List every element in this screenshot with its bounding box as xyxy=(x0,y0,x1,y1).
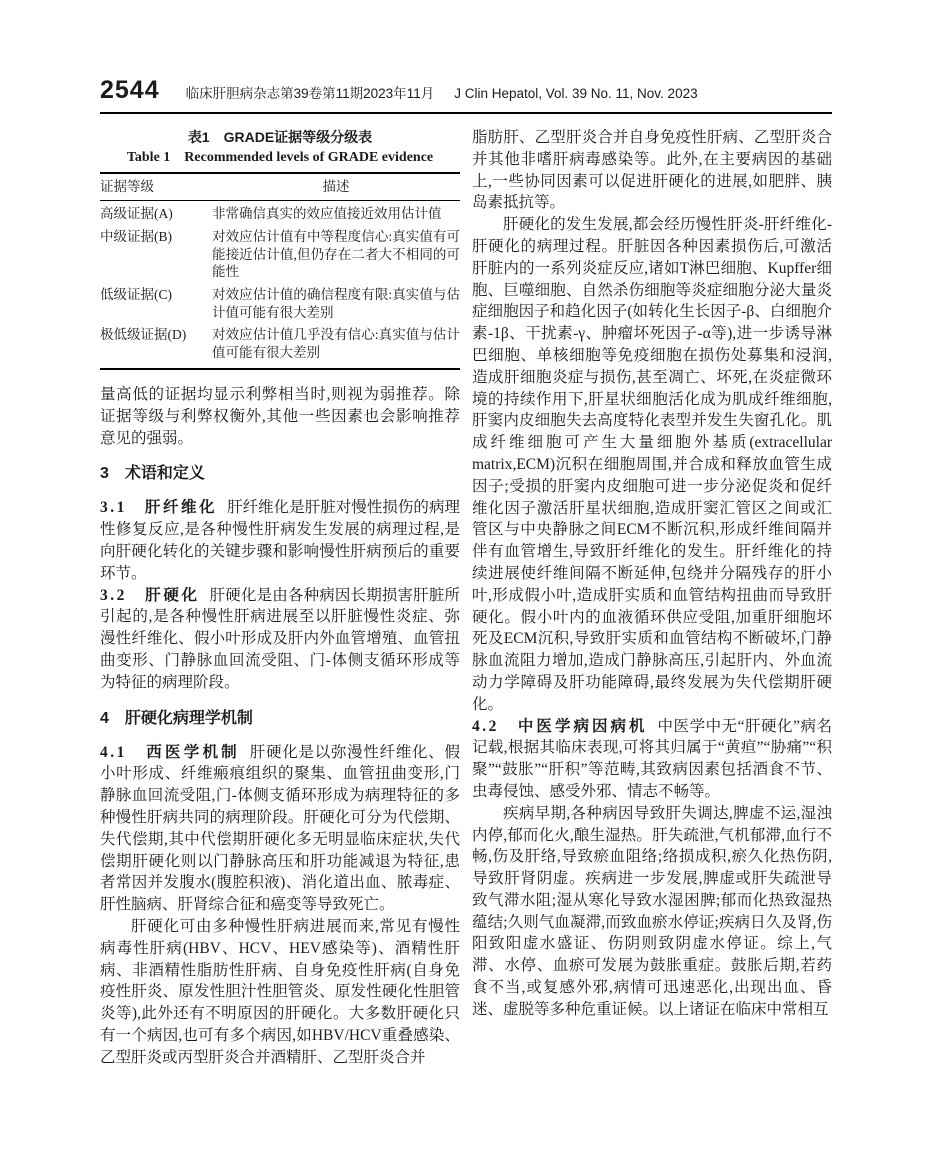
paragraph-3-2 xyxy=(100,585,460,694)
section-heading-3: 3 术语和定义 xyxy=(100,465,205,483)
subsection-lead-3-1: 3.1 肝纤维化 xyxy=(100,499,218,517)
subsection-text-3-1: 肝纤维化是肝脏对慢性损伤的病理性修复反应,是各种慢性肝病发生发展的病理过程,是向肝硬化转化的关键步骤和影响慢性肝病预后的重要环节。 xyxy=(100,499,460,582)
cell-level: 中级证据(B) xyxy=(100,228,172,244)
table-row xyxy=(100,283,460,323)
table-title-cn: 表1 GRADE证据等级分级表 xyxy=(187,129,373,145)
cell-level: 低级证据(C) xyxy=(100,286,172,302)
subsection-lead-4-2: 4.2 中医学病因病机 xyxy=(472,717,648,735)
subsection-lead-3-2: 3.2 肝硬化 xyxy=(100,586,200,604)
paragraph-pathogenesis: 肝硬化的发生发展,都会经历慢性肝炎-肝纤维化-肝硬化的病理过程。肝脏因各种因素损伤后,可激活肝脏内的一系列炎症反应,诸如T淋巴细胞、Kupffer细胞、巨噬细胞、自然杀伤细胞等炎症细胞分泌大量炎症细胞因子和趋化因子(如转化生长因子-β、白细胞介素-1β、干扰素-γ、肿瘤坏死因子-α等),进一步诱导淋巴细胞、单核细胞等免疫细胞在损伤处募集和浸润,造成肝细胞炎症与损伤,甚至凋亡、坏死,在炎症微环境的持续作用下,肝星状细胞活化成为肌成纤维细胞,肝窦内皮细胞失去高度特化表型并发生失窗孔化。肌成纤维细胞可产生大量细胞外基质(extracellular matrix,ECM)沉积在细胞周围,并合成和释放血管生成因子;受损的肝窦内皮细胞可进一步分泌促炎和促纤维化因子激活肝星状细胞,造成肝窦汇管区之间或汇管区与中央静脉之间ECM不断沉积,形成纤维间隔并伴有血管增生,导致肝纤维化的发生。肝纤维化的持续进展使纤维间隔不断延伸,包绕并分隔残存的肝小叶,形成假小叶,造成肝实质和血管结构扭曲而导致肝硬化。假小叶内的血液循环供应受阻,加重肝细胞坏死及ECM沉积,导致肝实质和血管结构不断破坏,门静脉血流阻力增加,造成门静脉高压,引起肝内、外血流动力学障碍及肝功能障碍,最终发展为失代偿期肝硬化。 xyxy=(472,216,832,713)
table-body xyxy=(100,201,460,369)
table-row xyxy=(100,225,460,283)
right-column xyxy=(472,127,832,1069)
table-header-row xyxy=(100,172,460,201)
article-body xyxy=(100,127,832,1069)
table-title-en: Table 1 Recommended levels of GRADE evidence xyxy=(126,150,434,165)
table-row xyxy=(100,203,460,226)
paragraph-4-1 xyxy=(100,742,460,916)
cell-level: 高级证据(A) xyxy=(100,206,173,222)
paragraph-recommendation-continue: 量高低的证据均显示利弊相当时,则视为弱推荐。除证据等级与利弊权衡外,其他一些因素也会影响推荐意见的强弱。 xyxy=(100,386,460,447)
table-row xyxy=(100,324,460,364)
cell-desc: 对效应估计值的确信程度有限:真实值与估计值可能有很大差别 xyxy=(212,286,460,320)
subsection-text-4-1: 肝硬化是以弥漫性纤维化、假小叶形成、纤维瘢痕组织的聚集、血管扭曲变形,门静脉血回流受阻,门-体侧支循环形成为病理特征的多种慢性肝病共同的病理阶段。肝硬化可分为代偿期、失代偿期,其中代偿期肝硬化多无明显临床症状,失代偿期肝硬化则以门静脉高压和肝功能减退为特征,患者常因并发腹水(腹腔积液)、消化道出血、脓毒症、肝性脑病、肝肾综合征和癌变等导致死亡。 xyxy=(100,743,460,914)
subsection-text-3-2: 肝硬化是由各种病因长期损害肝脏所引起的,是各种慢性肝病进展至以肝脏慢性炎症、弥漫性纤维化、假小叶形成及肝内外血管增殖、血管扭曲变形、门静脉血回流受阻、门-体侧支循环形成等为特征的病理阶段。 xyxy=(100,586,460,691)
paragraph-tcm-pathogenesis: 疾病早期,各种病因导致肝失调达,脾虚不运,湿浊内停,郁而化火,酿生湿热。肝失疏泄,气机郁滞,血行不畅,伤及肝络,导致瘀血阻络;络损成积,瘀久化热伤阴,导致肝肾阴虚。疾病进一步发展,脾虚或肝失疏泄导致气滞水阻;湿从寒化导致水湿困脾;郁而化热致湿热蕴结;久则气血凝滞,而致血瘀水停证;疾病日久及肾,伤阳致阳虚水盛证、伤阴则致阴虚水停证。综上,气滞、水停、血瘀可发展为鼓胀重症。鼓胀后期,若药食不当,或复感外邪,病情可迅速恶化,出现出血、昏迷、虚脱等多种危重证候。以上诸证在临床中常相互 xyxy=(472,804,832,1018)
journal-title-en: J Clin Hepatol, Vol. 39 No. 11, Nov. 2023 xyxy=(454,86,698,101)
left-column xyxy=(100,127,460,1069)
running-head xyxy=(100,76,832,105)
paragraph-etiology: 肝硬化可由多种慢性肝病进展而来,常见有慢性病毒性肝病(HBV、HCV、HEV感染等)、酒精性肝病、非酒精性脂肪性肝病、自身免疫性肝病(自身免疫性肝炎、原发性胆汁性胆管炎、原发性硬化性胆管炎等),此外还有不明原因的肝硬化。大多数肝硬化只有一个病因,也可有多个病因,如HBV/HCV重叠感染、乙型肝炎或丙型肝炎合并酒精肝、乙型肝炎合并 xyxy=(100,918,460,1066)
cell-desc: 非常确信真实的效应值接近效用估计值 xyxy=(212,206,442,222)
journal-title-cn: 临床肝胆病杂志第39卷第11期2023年11月 xyxy=(185,86,435,101)
table-grid xyxy=(100,172,460,370)
column-header-level: 证据等级 xyxy=(100,179,154,194)
subsection-text-4-2: 中医学中无“肝硬化”病名记载,根据其临床表现,可将其归属于“黄疸”“胁痛”“积聚”“鼓胀”“肝积”等范畴,其致病因素包括酒食不节、虫毒侵蚀、感受外邪、情志不畅等。 xyxy=(472,717,832,800)
paragraph-4-2 xyxy=(472,716,832,803)
cell-level: 极低级证据(D) xyxy=(100,327,187,343)
page-number: 2544 xyxy=(100,76,160,104)
cell-desc: 对效应估计值几乎没有信心:真实值与估计值可能有很大差别 xyxy=(212,327,460,360)
section-heading-4: 4 肝硬化病理学机制 xyxy=(100,709,253,727)
subsection-lead-4-1: 4.1 西医学机制 xyxy=(100,743,240,761)
cell-desc: 对效应估计值有中等程度信心:真实值有可能接近估计值,但仍存在二者大不相同的可能性 xyxy=(212,228,460,280)
header-divider xyxy=(100,112,832,114)
grade-evidence-table xyxy=(100,127,460,370)
paragraph-3-1 xyxy=(100,497,460,584)
paragraph-etiology-continue: 脂肪肝、乙型肝炎合并自身免疫性肝病、乙型肝炎合并其他非嗜肝病毒感染等。此外,在主要病因的基础上,一些协同因素可以促进肝硬化的进展,如肥胖、胰岛素抵抗等。 xyxy=(472,129,832,212)
column-header-desc: 描述 xyxy=(322,179,350,194)
